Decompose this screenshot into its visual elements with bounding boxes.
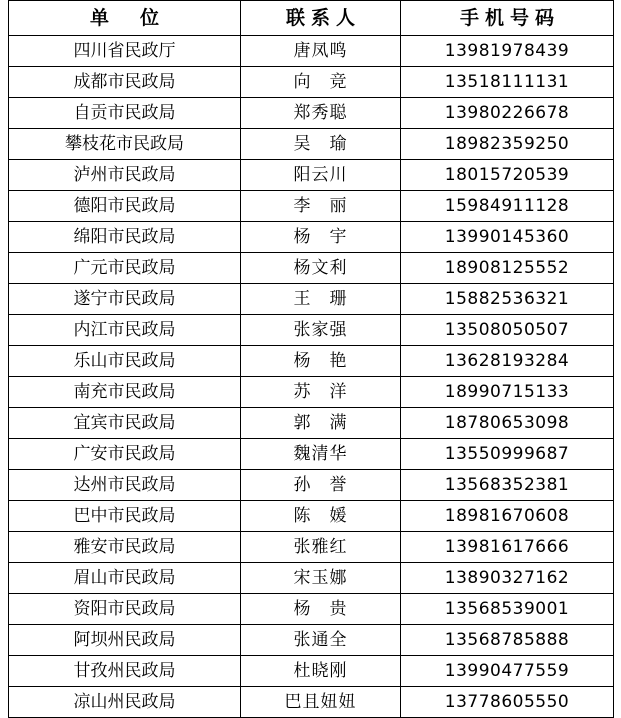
cell-phone: 13890327162 [401,563,614,594]
cell-person: 张通全 [241,625,401,656]
cell-unit: 宜宾市民政局 [9,408,241,439]
table-row [9,439,614,470]
table-row [9,687,614,718]
table-row [9,315,614,346]
table-row [9,563,614,594]
table-row [9,253,614,284]
cell-person: 张家强 [241,315,401,346]
cell-person: 唐凤鸣 [241,36,401,67]
cell-person: 李 丽 [241,191,401,222]
cell-phone: 18990715133 [401,377,614,408]
cell-person: 孙 誉 [241,470,401,501]
cell-unit: 巴中市民政局 [9,501,241,532]
table-row [9,532,614,563]
cell-person: 杨文利 [241,253,401,284]
cell-unit: 德阳市民政局 [9,191,241,222]
table-row [9,346,614,377]
cell-unit: 成都市民政局 [9,67,241,98]
table-row [9,67,614,98]
cell-unit: 雅安市民政局 [9,532,241,563]
header-row [9,1,614,36]
cell-person: 陈 媛 [241,501,401,532]
cell-unit: 凉山州民政局 [9,687,241,718]
cell-phone: 13518111131 [401,67,614,98]
cell-phone: 13981978439 [401,36,614,67]
cell-phone: 13778605550 [401,687,614,718]
cell-unit: 资阳市民政局 [9,594,241,625]
cell-phone: 13981617666 [401,532,614,563]
cell-person: 宋玉娜 [241,563,401,594]
column-header-person: 联系人 [241,1,401,36]
cell-person: 杨 贵 [241,594,401,625]
cell-person: 杨 宇 [241,222,401,253]
cell-unit: 广安市民政局 [9,439,241,470]
cell-phone: 15882536321 [401,284,614,315]
table-row [9,191,614,222]
cell-phone: 13550999687 [401,439,614,470]
cell-phone: 13568352381 [401,470,614,501]
cell-unit: 眉山市民政局 [9,563,241,594]
cell-unit: 阿坝州民政局 [9,625,241,656]
cell-unit: 乐山市民政局 [9,346,241,377]
cell-unit: 南充市民政局 [9,377,241,408]
cell-phone: 13568539001 [401,594,614,625]
cell-person: 郑秀聪 [241,98,401,129]
column-header-phone: 手机号码 [401,1,614,36]
table-header [9,1,614,36]
table-row [9,501,614,532]
table-row [9,98,614,129]
cell-person: 杨 艳 [241,346,401,377]
cell-unit: 广元市民政局 [9,253,241,284]
cell-person: 吴 瑜 [241,129,401,160]
cell-phone: 13628193284 [401,346,614,377]
cell-person: 向 竞 [241,67,401,98]
table-row [9,36,614,67]
cell-person: 魏清华 [241,439,401,470]
cell-unit: 自贡市民政局 [9,98,241,129]
cell-phone: 13568785888 [401,625,614,656]
table-row [9,129,614,160]
cell-unit: 遂宁市民政局 [9,284,241,315]
table-body [9,36,614,718]
cell-phone: 18982359250 [401,129,614,160]
table-row [9,284,614,315]
cell-unit: 达州市民政局 [9,470,241,501]
table-row [9,625,614,656]
cell-unit: 四川省民政厅 [9,36,241,67]
column-header-unit: 单 位 [9,1,241,36]
cell-phone: 18015720539 [401,160,614,191]
table-row [9,656,614,687]
cell-phone: 18908125552 [401,253,614,284]
cell-unit: 攀枝花市民政局 [9,129,241,160]
cell-person: 王 珊 [241,284,401,315]
cell-person: 张雅红 [241,532,401,563]
cell-phone: 18780653098 [401,408,614,439]
cell-person: 杜晓刚 [241,656,401,687]
cell-phone: 13508050507 [401,315,614,346]
cell-phone: 13980226678 [401,98,614,129]
cell-unit: 泸州市民政局 [9,160,241,191]
cell-unit: 甘孜州民政局 [9,656,241,687]
cell-phone: 13990145360 [401,222,614,253]
cell-unit: 内江市民政局 [9,315,241,346]
cell-phone: 15984911128 [401,191,614,222]
table-row [9,594,614,625]
table-row [9,377,614,408]
table-row [9,160,614,191]
table-row [9,408,614,439]
cell-person: 巴且妞妞 [241,687,401,718]
table-row [9,222,614,253]
cell-phone: 13990477559 [401,656,614,687]
table-row [9,470,614,501]
cell-person: 阳云川 [241,160,401,191]
cell-unit: 绵阳市民政局 [9,222,241,253]
cell-phone: 18981670608 [401,501,614,532]
cell-person: 郭 满 [241,408,401,439]
contact-table [8,0,614,718]
cell-person: 苏 洋 [241,377,401,408]
